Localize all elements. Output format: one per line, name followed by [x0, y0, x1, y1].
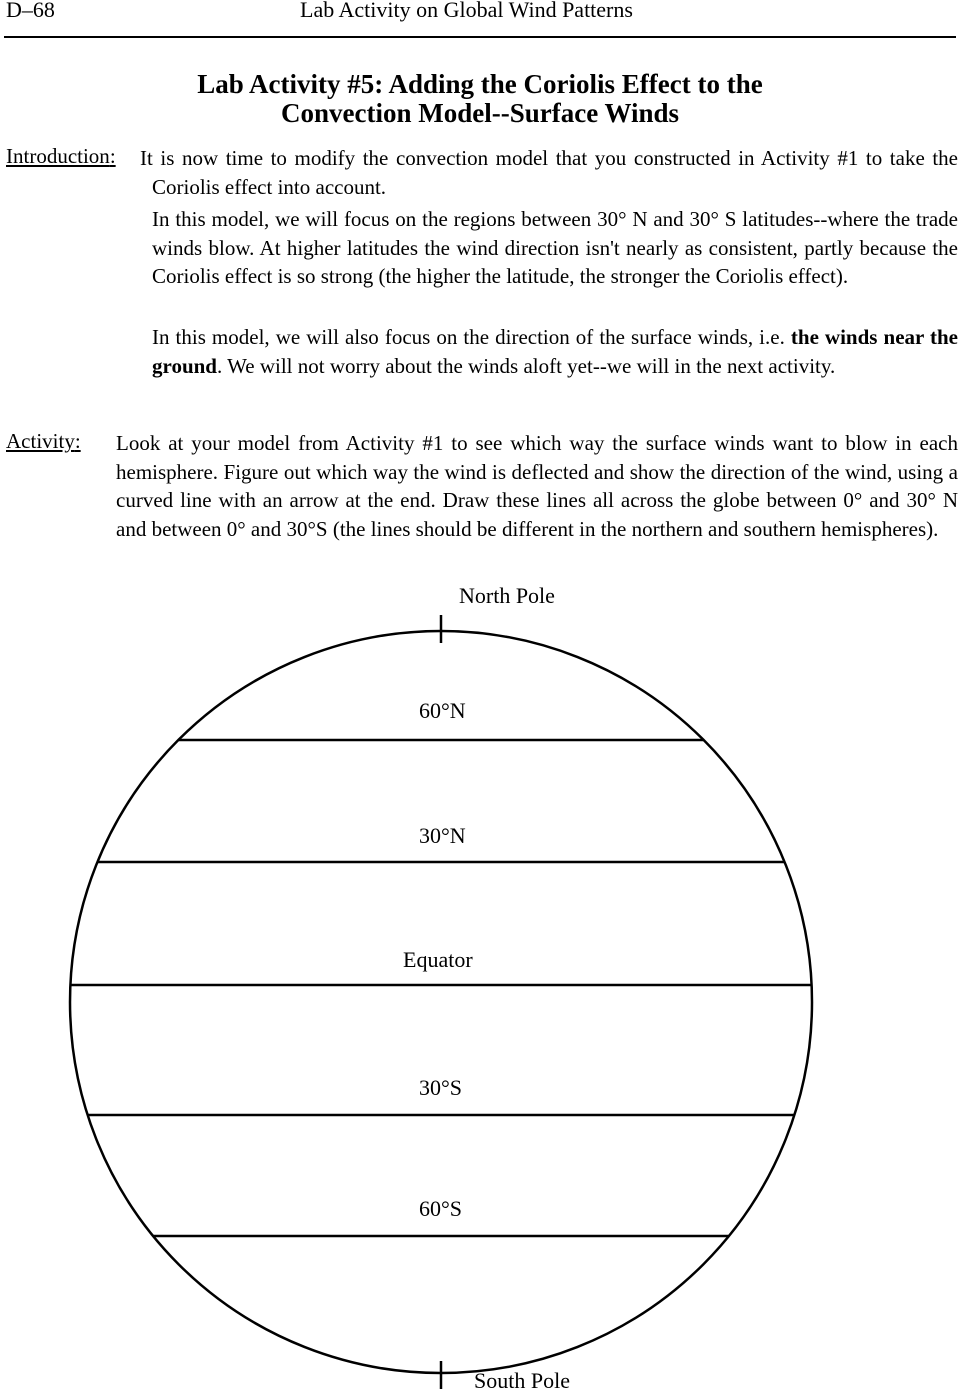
- latitude-label-60s: 60°S: [419, 1196, 463, 1221]
- latitude-label-30s: 30°S: [419, 1075, 463, 1100]
- introduction-label: Introduction:: [6, 144, 116, 168]
- south-pole-label: South Pole: [474, 1368, 570, 1393]
- emphasis-winds-near-ground: the winds near the ground: [152, 325, 958, 378]
- introduction-paragraph-1: It is now time to modify the convection model that you constructed in Activity #1 to take the Coriolis effect into account.: [140, 146, 958, 199]
- header-rule: [4, 36, 956, 38]
- page-title: [0, 70, 960, 128]
- latitude-label-equator: Equator: [403, 947, 473, 972]
- title-line-1: Lab Activity #5: Adding the Coriolis Effect to the: [197, 69, 763, 99]
- introduction-paragraph-2: In this model, we will focus on the regions between 30° N and 30° S latitudes--where the trade winds blow. At higher latitudes the wind direction isn't nearly as consistent, partly because the Coriolis effect is so strong (the higher the latitude, the stronger the Coriolis effect).: [152, 207, 958, 288]
- activity-paragraph: Look at your model from Activity #1 to see which way the surface winds want to blow in each hemisphere. Figure out which way the wind is deflected and show the direction of the wind, using a curved line with an arrow at the end. Draw these lines all across the globe between 0° and 30° N and between 0° and 30°S (the lines should be different in the northern and southern hemispheres).: [116, 431, 958, 541]
- north-pole-label: North Pole: [459, 583, 555, 608]
- latitude-label-30n: 30°N: [419, 823, 466, 848]
- title-line-2: Convection Model--Surface Winds: [281, 98, 679, 128]
- running-title: Lab Activity on Global Wind Patterns: [300, 0, 633, 22]
- activity-label: Activity:: [6, 429, 81, 453]
- globe-outline: [70, 631, 812, 1373]
- page-number: D–68: [6, 0, 55, 22]
- page-header: [0, 0, 960, 36]
- introduction-paragraph-3: In this model, we will also focus on the direction of the surface winds, i.e. the winds near the ground. We will not worry about the winds aloft yet--we will in the next activity.: [152, 325, 958, 378]
- latitude-label-60n: 60°N: [419, 698, 466, 723]
